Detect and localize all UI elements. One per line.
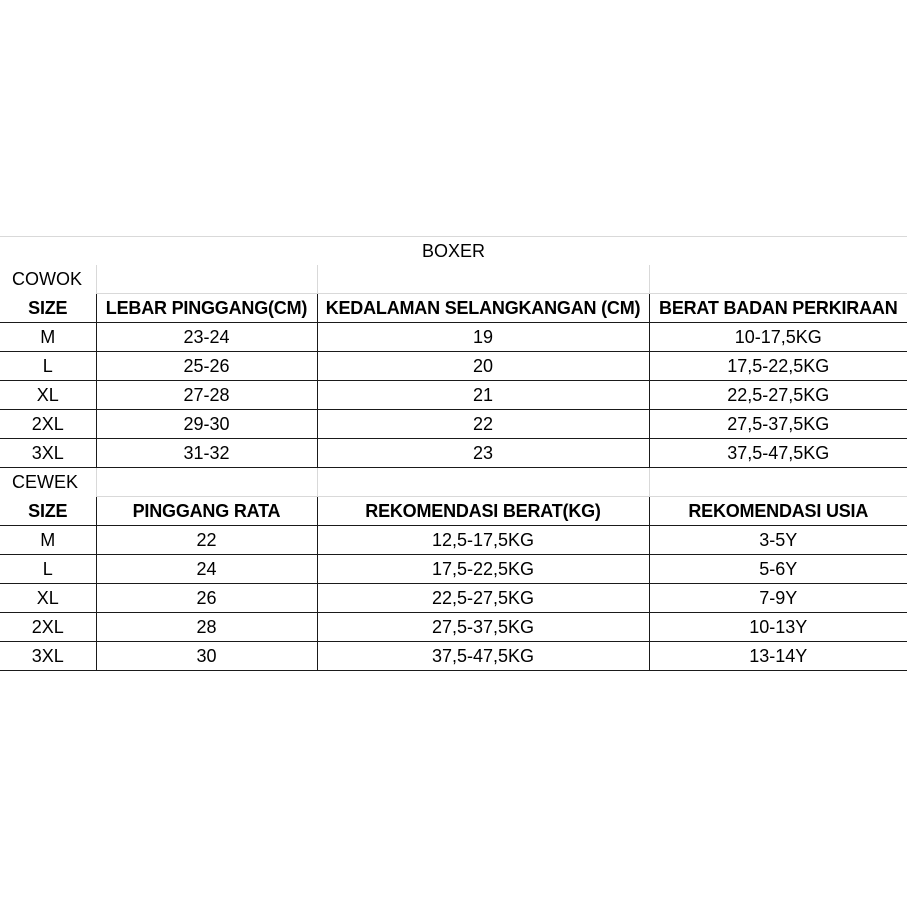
value-cell: 3-5Y [649, 526, 907, 555]
value-cell: 22,5-27,5KG [649, 381, 907, 410]
value-cell: 25-26 [96, 352, 317, 381]
value-cell: 22 [317, 410, 649, 439]
blank-cell [317, 468, 649, 497]
cewek-header-row [0, 497, 907, 526]
blank-cell [649, 265, 907, 294]
table-row [0, 555, 907, 584]
size-cell: 3XL [0, 642, 96, 671]
size-cell: 3XL [0, 439, 96, 468]
value-cell: 22 [96, 526, 317, 555]
cewek-section-label: CEWEK [12, 472, 79, 493]
table-row [0, 323, 907, 352]
value-cell: 29-30 [96, 410, 317, 439]
table-title: BOXER [0, 237, 907, 266]
table-row [0, 381, 907, 410]
size-cell: XL [0, 381, 96, 410]
table-row [0, 439, 907, 468]
value-cell: 10-17,5KG [649, 323, 907, 352]
header-lebar-pinggang: LEBAR PINGGANG(CM) [96, 294, 317, 323]
size-chart-body [0, 237, 907, 671]
value-cell: 17,5-22,5KG [649, 352, 907, 381]
cewek-section-row [0, 468, 907, 497]
value-cell: 37,5-47,5KG [649, 439, 907, 468]
header-kedalaman-selangkangan: KEDALAMAN SELANGKANGAN (CM) [317, 294, 649, 323]
value-cell: 22,5-27,5KG [317, 584, 649, 613]
blank-cell [317, 265, 649, 294]
header-rekomendasi-usia: REKOMENDASI USIA [649, 497, 907, 526]
value-cell: 10-13Y [649, 613, 907, 642]
blank-cell [96, 265, 317, 294]
size-cell: L [0, 555, 96, 584]
value-cell: 27,5-37,5KG [649, 410, 907, 439]
value-cell: 21 [317, 381, 649, 410]
value-cell: 23 [317, 439, 649, 468]
value-cell: 17,5-22,5KG [317, 555, 649, 584]
value-cell: 27,5-37,5KG [317, 613, 649, 642]
table-row [0, 410, 907, 439]
value-cell: 27-28 [96, 381, 317, 410]
size-cell: M [0, 526, 96, 555]
value-cell: 30 [96, 642, 317, 671]
header-size: SIZE [0, 294, 96, 323]
cowok-section-label: COWOK [12, 269, 82, 290]
size-cell: XL [0, 584, 96, 613]
header-size: SIZE [0, 497, 96, 526]
value-cell: 13-14Y [649, 642, 907, 671]
value-cell: 31-32 [96, 439, 317, 468]
table-row [0, 584, 907, 613]
size-cell: 2XL [0, 613, 96, 642]
table-row [0, 613, 907, 642]
table-row [0, 642, 907, 671]
blank-cell [96, 468, 317, 497]
cowok-section-row [0, 265, 907, 294]
table-row [0, 526, 907, 555]
value-cell: 20 [317, 352, 649, 381]
value-cell: 19 [317, 323, 649, 352]
size-cell: 2XL [0, 410, 96, 439]
value-cell: 37,5-47,5KG [317, 642, 649, 671]
value-cell: 7-9Y [649, 584, 907, 613]
header-berat-badan: BERAT BADAN PERKIRAAN [649, 294, 907, 323]
cowok-header-row [0, 294, 907, 323]
value-cell: 28 [96, 613, 317, 642]
size-chart-table [0, 236, 907, 671]
value-cell: 26 [96, 584, 317, 613]
value-cell: 23-24 [96, 323, 317, 352]
header-pinggang-rata: PINGGANG RATA [96, 497, 317, 526]
size-cell: M [0, 323, 96, 352]
value-cell: 12,5-17,5KG [317, 526, 649, 555]
value-cell: 24 [96, 555, 317, 584]
blank-cell [649, 468, 907, 497]
table-row [0, 352, 907, 381]
value-cell: 5-6Y [649, 555, 907, 584]
header-rekomendasi-berat: REKOMENDASI BERAT(KG) [317, 497, 649, 526]
title-row [0, 237, 907, 266]
size-cell: L [0, 352, 96, 381]
